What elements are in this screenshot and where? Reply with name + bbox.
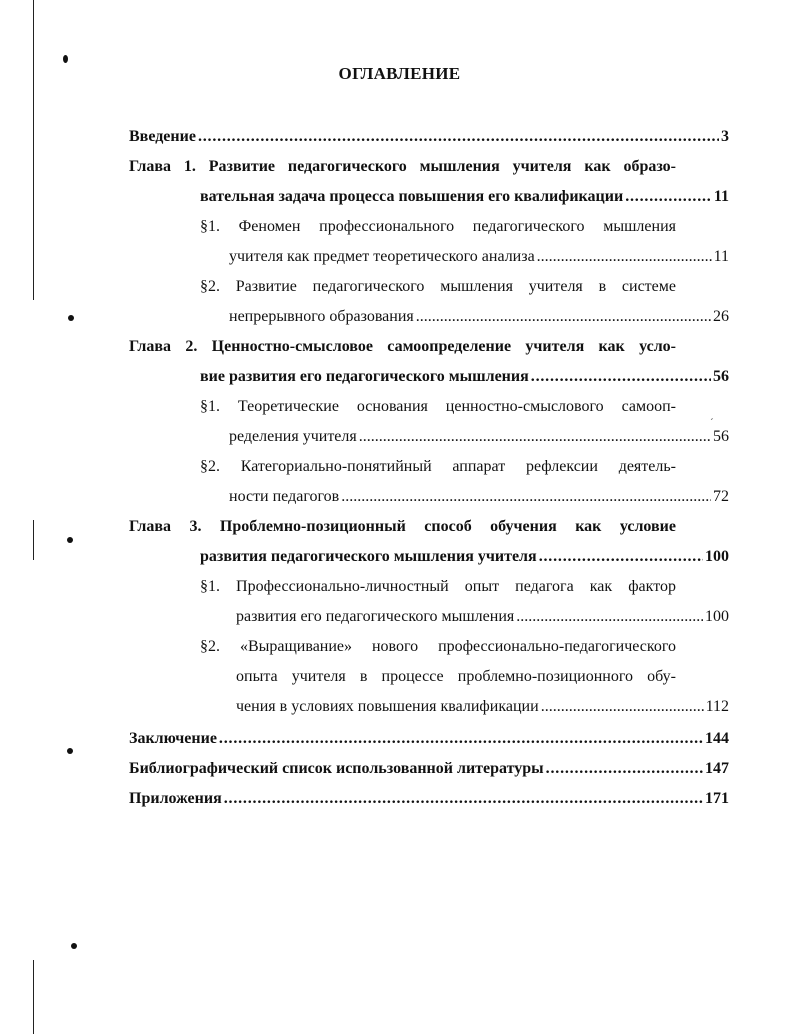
toc-entry-text: Введение: [129, 128, 196, 145]
toc-entry-text: развития его педагогического мышления: [236, 608, 515, 625]
toc-page-number: 144: [705, 730, 729, 747]
scan-edge-line: [33, 0, 34, 300]
toc-chapter-1-line2: [200, 187, 729, 207]
scan-mark: ˊ: [710, 417, 714, 429]
toc-page-number: 11: [713, 248, 729, 265]
toc-section-1-1-line2: [229, 247, 729, 267]
toc-chapter-2-line1: [129, 337, 676, 357]
toc-entry-intro: [129, 127, 729, 147]
toc-entry-text: ределения учителя: [229, 428, 357, 445]
toc-chapter-2-line2: [200, 367, 729, 387]
toc-entry-text: учителя как предмет теоретического анализа: [229, 248, 535, 265]
scan-speck: [71, 943, 77, 949]
toc-chapter-3-line1: [129, 517, 676, 537]
toc-entry-text: §1. Теоретические основания ценностно-смыслового самооп-: [200, 398, 676, 415]
toc-entry-text: §2. «Выращивание» нового профессионально-педагогического: [200, 638, 676, 655]
dot-leader: [416, 307, 711, 327]
toc-section-3-1-line1: [200, 577, 676, 597]
toc-entry-text: Глава 1. Развитие педагогического мышления учителя как образо-: [129, 158, 676, 175]
toc-entry-appendices: [129, 789, 729, 809]
toc-section-3-2-line3: [236, 697, 729, 717]
toc-section-3-2-line2: [236, 667, 676, 687]
dot-leader: [546, 759, 703, 779]
toc-section-3-1-line2: [236, 607, 729, 627]
toc-section-2-2-line2: [229, 487, 729, 507]
toc-page-number: 72: [713, 488, 729, 505]
toc-page-number: 112: [705, 698, 729, 715]
toc-section-2-1-line1: [200, 397, 676, 417]
toc-section-1-2-line2: [229, 307, 729, 327]
dot-leader: [625, 187, 712, 207]
toc-page-number: 100: [705, 548, 729, 565]
scan-speck: [67, 537, 73, 543]
dot-leader: [198, 127, 719, 147]
toc-page-number: 26: [713, 308, 729, 325]
toc-section-1-1-line1: [200, 217, 676, 237]
dot-leader: [359, 427, 711, 447]
toc-entry-text: чения в условиях повышения квалификации: [236, 698, 539, 715]
scan-edge-line: [33, 520, 34, 560]
toc-section-1-2-line1: [200, 277, 676, 297]
toc-entry-text: §2. Категориально-понятийный аппарат рефлексии деятель-: [200, 458, 676, 475]
toc-page-number: 171: [705, 790, 729, 807]
toc-entry-text: Заключение: [129, 730, 217, 747]
toc-entry-text: вие развития его педагогического мышления: [200, 368, 529, 385]
toc-page-number: 100: [705, 608, 729, 625]
dot-leader: [541, 697, 704, 717]
toc-page-number: 3: [721, 128, 729, 145]
toc-entry-text: опыта учителя в процессе проблемно-позиционного обу-: [236, 668, 676, 685]
scan-speck: [63, 55, 68, 63]
dot-leader: [341, 487, 711, 507]
dot-leader: [219, 729, 703, 749]
page-title: ОГЛАВЛЕНИЕ: [338, 64, 461, 83]
toc-entry-text: Глава 2. Ценностно-смысловое самоопределение учителя как усло-: [129, 338, 676, 355]
dot-leader: [516, 607, 703, 627]
dot-leader: [539, 547, 703, 567]
dot-leader: [224, 789, 703, 809]
toc-entry-text: непрерывного образования: [229, 308, 414, 325]
toc-section-3-2-line1: [200, 637, 676, 657]
toc-page-number: 56: [713, 368, 729, 385]
toc-entry-text: §2. Развитие педагогического мышления учителя в системе: [200, 278, 676, 295]
toc-entry-text: Приложения: [129, 790, 222, 807]
toc-entry-conclusion: [129, 729, 729, 749]
toc-section-2-1-line2: [229, 427, 729, 447]
dot-leader: [531, 367, 711, 387]
toc-page-number: 147: [705, 760, 729, 777]
dot-leader: [537, 247, 712, 267]
scan-speck: [68, 315, 74, 321]
toc-entry-text: развития педагогического мышления учителя: [200, 548, 537, 565]
toc-entry-text: вательная задача процесса повышения его квалификации: [200, 188, 624, 205]
toc-entry-text: ности педагогов: [229, 488, 340, 505]
toc-chapter-1-line1: [129, 157, 676, 177]
scan-speck: [67, 748, 73, 754]
toc-page-number: 56: [713, 428, 729, 445]
toc-entry-text: §1. Феномен профессионального педагогического мышления: [200, 218, 676, 235]
toc-entry-bibliography: [129, 759, 729, 779]
toc-page-number: 11: [713, 188, 729, 205]
toc-chapter-3-line2: [200, 547, 729, 567]
scan-edge-line: [33, 960, 34, 1034]
toc-section-2-2-line1: [200, 457, 676, 477]
toc-entry-text: Глава 3. Проблемно-позиционный способ обучения как условие: [129, 518, 676, 535]
toc-entry-text: §1. Профессионально-личностный опыт педагога как фактор: [200, 578, 676, 595]
toc-entry-text: Библиографический список использованной литературы: [129, 760, 544, 777]
